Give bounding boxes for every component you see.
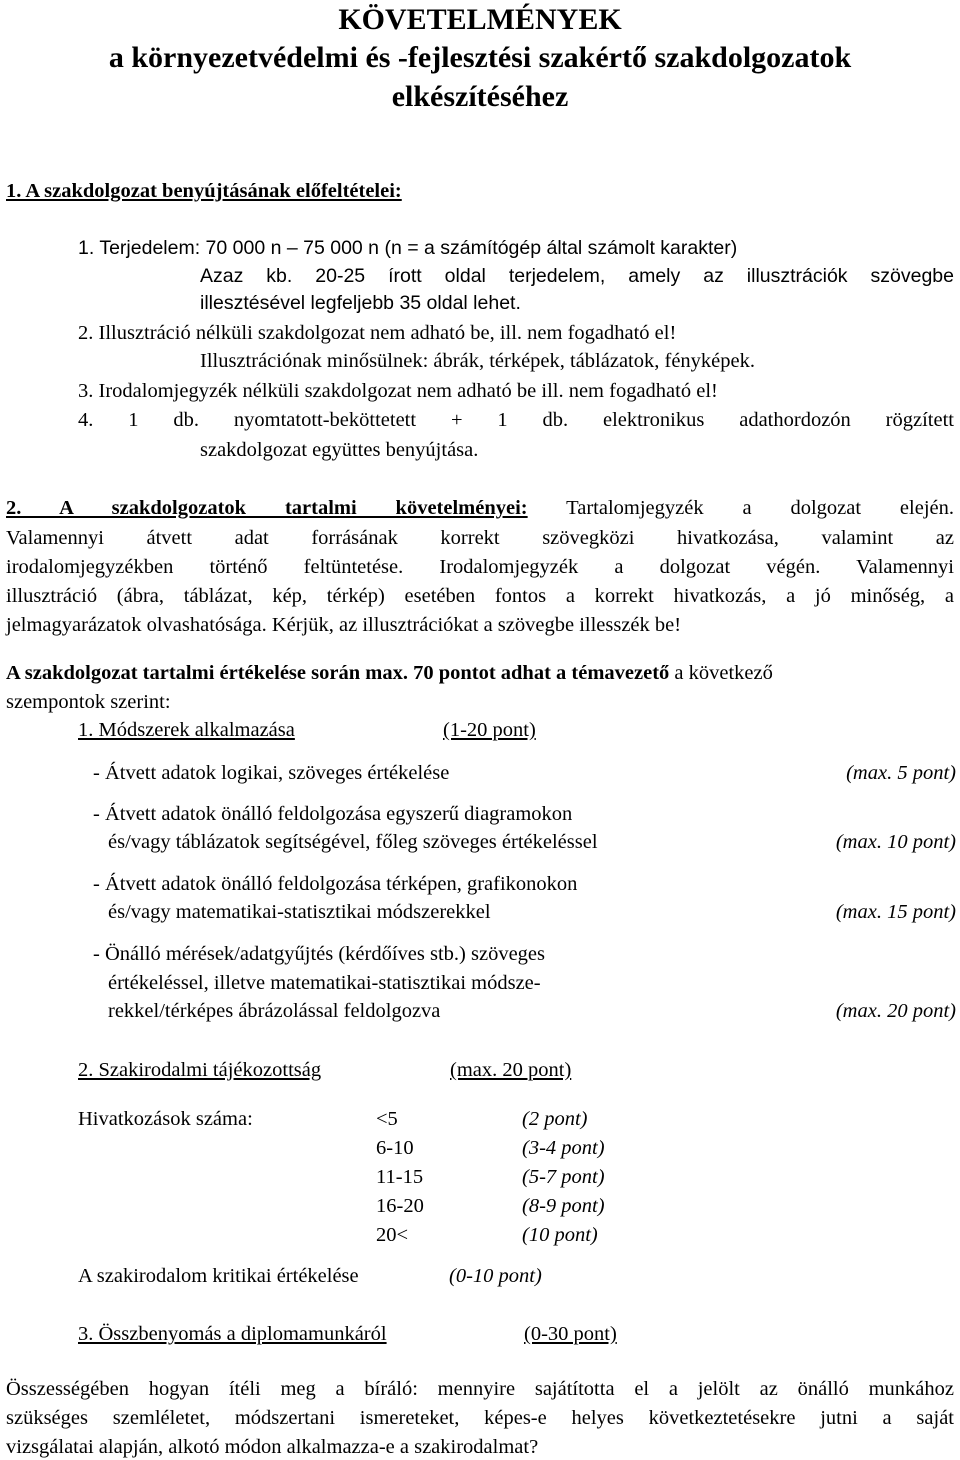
summary-line-2: szükséges szemléletet, módszertani ismereteket, képes-e helyes következtetésekre jutni a saját bbox=[6, 1407, 954, 1429]
section2-line-1: Valamennyi átvett adat forrásának korrekt szövegközi hivatkozása, valamint az bbox=[6, 527, 954, 549]
literature-heading-points: (max. 20 pont) bbox=[450, 1059, 572, 1081]
methods-heading bbox=[78, 717, 536, 743]
summary-heading bbox=[78, 1321, 617, 1347]
refs-label: Hivatkozások száma: bbox=[78, 1108, 253, 1130]
section2-heading: 2. A szakdolgozatok tartalmi követelményei: bbox=[6, 497, 528, 519]
method-item-3-line1: - Átvett adatok önálló feldolgozása térképen, grafikonokon bbox=[93, 873, 578, 895]
method-item-1: - Átvett adatok logikai, szöveges értékelése bbox=[93, 762, 450, 784]
section2-line-2: irodalomjegyzékben történő feltüntetése. Irodalomjegyzék a dolgozat végén. Valamennyi bbox=[6, 556, 954, 578]
section2-line-0: Tartalomjegyzék a dolgozat elején. bbox=[566, 497, 954, 519]
evaluation-line1 bbox=[6, 660, 773, 686]
method-item-4-line1: - Önálló mérések/adatgyűjtés (kérdőíves stb.) szöveges bbox=[93, 943, 546, 965]
method-item-2-line2: és/vagy táblázatok segítségével, főleg szöveges értékeléssel bbox=[108, 831, 598, 853]
summary-line-1: Összességében hogyan ítéli meg a bíráló: mennyire sajátította el a jelölt az önálló munkához bbox=[6, 1378, 954, 1400]
method-item-1-points: (max. 5 pont) bbox=[846, 762, 956, 784]
refs-range-1: <5 bbox=[376, 1108, 398, 1130]
item2-line1: 2. Illusztráció nélküli szakdolgozat nem adható be, ill. nem fogadható el! bbox=[78, 322, 677, 344]
literature-heading-name: 2. Szakirodalmi tájékozottság bbox=[78, 1059, 322, 1081]
item2-line2: Illusztrációnak minősülnek: ábrák, térképek, táblázatok, fényképek. bbox=[200, 350, 755, 372]
item4-line2: szakdolgozat együttes benyújtása. bbox=[200, 439, 479, 461]
evaluation-line2: szempontok szerint: bbox=[6, 691, 171, 713]
method-item-3-line2: és/vagy matematikai-statisztikai módszerekkel bbox=[108, 901, 491, 923]
section2-line-4: jelmagyarázatok olvashatósága. Kérjük, az illusztrációkat a szövegbe illesszék be! bbox=[6, 614, 682, 636]
method-item-2-line1: - Átvett adatok önálló feldolgozása egyszerű diagramokon bbox=[93, 803, 573, 825]
method-item-2-points: (max. 10 pont) bbox=[835, 831, 956, 853]
item4-line1: 4. 1 db. nyomtatott-beköttetett + 1 db. elektronikus adathordozón rögzített bbox=[78, 409, 954, 431]
document-subtitle: a környezetvédelmi és -fejlesztési szakértő szakdolgozatok bbox=[108, 41, 852, 74]
summary-line-3: vizsgálatai alapján, alkotó módon alkalmazza-e a szakirodalmat? bbox=[6, 1436, 539, 1458]
section1-heading: 1. A szakdolgozat benyújtásának előfeltételei: bbox=[6, 180, 402, 202]
method-item-3-points: (max. 15 pont) bbox=[835, 901, 956, 923]
evaluation-bold: A szakdolgozat tartalmi értékelése során max. 70 pontot adhat a témavezető bbox=[6, 662, 670, 684]
summary-heading-name: 3. Összbenyomás a diplomamunkáról bbox=[78, 1323, 387, 1345]
document-title: KÖVETELMÉNYEK bbox=[338, 3, 622, 36]
literature-heading bbox=[78, 1057, 571, 1083]
refs-points-5: (10 pont) bbox=[522, 1224, 598, 1246]
item3: 3. Irodalomjegyzék nélküli szakdolgozat nem adható be ill. nem fogadható el! bbox=[78, 380, 718, 402]
refs-range-4: 16-20 bbox=[376, 1195, 424, 1217]
method-item-4-line2: értékeléssel, illetve matematikai-statisztikai módsze- bbox=[108, 972, 541, 994]
method-item-4-points: (max. 20 pont) bbox=[835, 1000, 956, 1022]
refs-range-3: 11-15 bbox=[376, 1166, 424, 1188]
evaluation-rest: a következő bbox=[669, 662, 773, 684]
summary-heading-points: (0-30 pont) bbox=[524, 1323, 617, 1345]
refs-points-1: (2 pont) bbox=[522, 1108, 588, 1130]
critical-label: A szakirodalom kritikai értékelése bbox=[78, 1265, 359, 1287]
methods-heading-name: 1. Módszerek alkalmazása bbox=[78, 719, 295, 741]
method-item-4-line3: rekkel/térképes ábrázolással feldolgozva bbox=[108, 1000, 441, 1022]
critical-points: (0-10 pont) bbox=[449, 1265, 542, 1287]
item1-line2: Azaz kb. 20-25 írott oldal terjedelem, amely az illusztrációk szövegbe bbox=[200, 265, 954, 287]
refs-range-2: 6-10 bbox=[376, 1137, 414, 1159]
section2-line-3: illusztráció (ábra, táblázat, kép, térkép) esetében fontos a korrekt hivatkozás, a jó minőség, a bbox=[6, 585, 954, 607]
section2-first-line bbox=[6, 495, 954, 521]
refs-points-2: (3-4 pont) bbox=[522, 1137, 605, 1159]
refs-points-4: (8-9 pont) bbox=[522, 1195, 605, 1217]
methods-heading-points: (1-20 pont) bbox=[443, 719, 536, 741]
item1-line3: illesztésével legfeljebb 35 oldal lehet. bbox=[200, 292, 521, 314]
document-subtitle-cont: elkészítéséhez bbox=[391, 80, 569, 113]
refs-points-3: (5-7 pont) bbox=[522, 1166, 605, 1188]
refs-range-5: 20< bbox=[376, 1224, 409, 1246]
item1-line1: 1. Terjedelem: 70 000 n – 75 000 n (n = a számítógép által számolt karakter) bbox=[78, 237, 738, 259]
